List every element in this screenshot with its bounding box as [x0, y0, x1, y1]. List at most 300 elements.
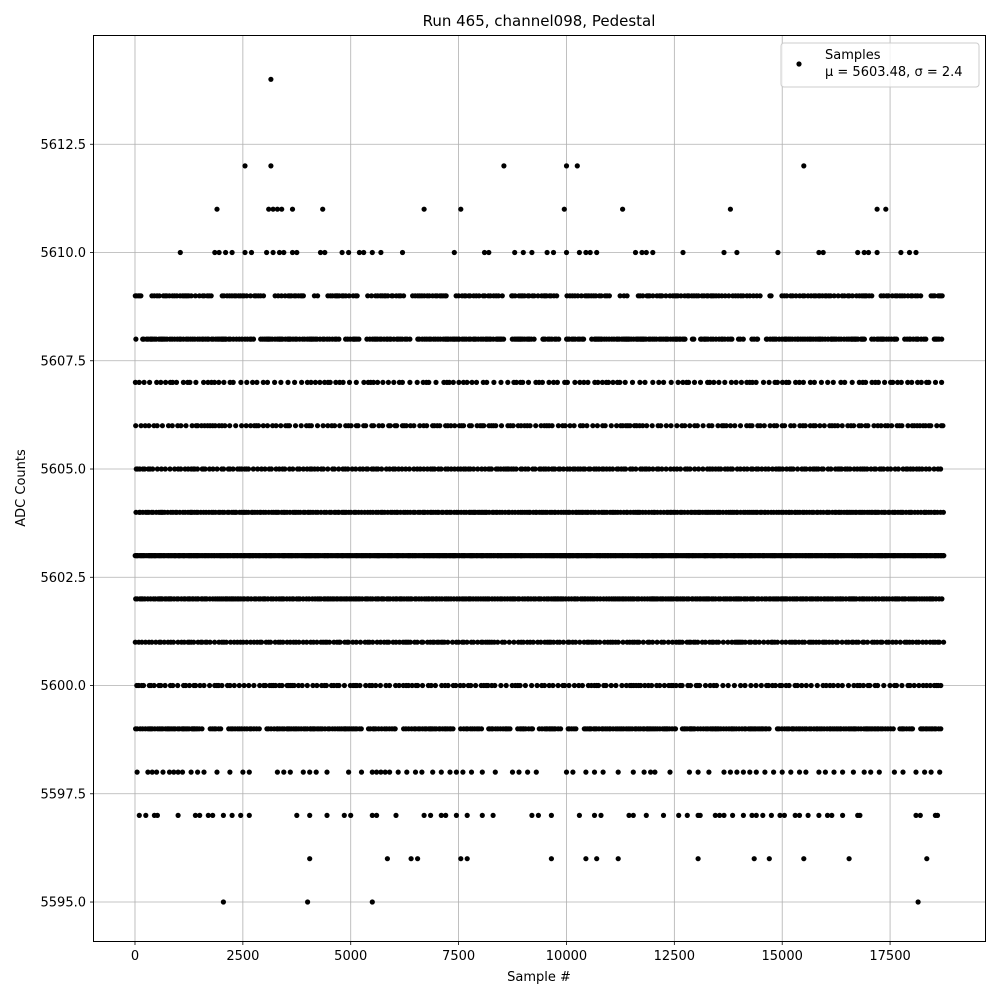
data-point — [394, 423, 399, 428]
data-point — [607, 293, 612, 298]
data-point — [249, 250, 254, 255]
data-point — [510, 423, 515, 428]
data-point — [480, 770, 485, 775]
data-point — [378, 683, 383, 688]
data-point — [393, 726, 398, 731]
data-point — [775, 640, 780, 645]
data-point — [452, 423, 457, 428]
data-point — [775, 380, 780, 385]
data-point — [349, 423, 354, 428]
data-point — [404, 770, 409, 775]
data-point — [493, 770, 498, 775]
data-point — [875, 207, 880, 212]
data-point — [529, 683, 534, 688]
data-point — [359, 770, 364, 775]
legend-series-name: Samples — [825, 48, 881, 63]
data-point — [138, 293, 143, 298]
data-point — [929, 770, 934, 775]
data-point — [661, 640, 666, 645]
data-point — [420, 640, 425, 645]
data-point — [767, 380, 772, 385]
data-point — [386, 380, 391, 385]
data-point — [142, 380, 147, 385]
data-point — [141, 683, 146, 688]
legend — [781, 43, 979, 87]
data-point — [649, 683, 654, 688]
data-point — [880, 640, 885, 645]
data-point — [242, 250, 247, 255]
data-point — [468, 683, 473, 688]
data-point — [246, 683, 251, 688]
data-point — [726, 683, 731, 688]
data-point — [450, 726, 455, 731]
data-point — [420, 683, 425, 688]
data-point — [801, 163, 806, 168]
data-point — [221, 899, 226, 904]
data-point — [361, 250, 366, 255]
data-point — [415, 856, 420, 861]
data-point — [597, 640, 602, 645]
data-point — [842, 380, 847, 385]
data-point — [278, 380, 283, 385]
data-point — [238, 813, 243, 818]
data-point — [650, 640, 655, 645]
data-point — [889, 423, 894, 428]
data-point — [806, 813, 811, 818]
data-point — [741, 337, 746, 342]
data-point — [201, 683, 206, 688]
data-point — [907, 250, 912, 255]
data-point — [900, 770, 905, 775]
data-point — [259, 640, 264, 645]
data-point — [728, 207, 733, 212]
data-point — [721, 813, 726, 818]
data-point — [555, 380, 560, 385]
data-point — [792, 423, 797, 428]
data-point — [347, 380, 352, 385]
data-point — [603, 683, 608, 688]
data-point — [923, 337, 928, 342]
data-point — [730, 466, 735, 471]
data-point — [244, 380, 249, 385]
data-point — [242, 683, 247, 688]
data-point — [840, 770, 845, 775]
data-point — [422, 207, 427, 212]
data-point — [687, 423, 692, 428]
data-point — [846, 683, 851, 688]
data-point — [831, 380, 836, 385]
data-point — [197, 813, 202, 818]
x-tick-label: 17500 — [869, 949, 911, 964]
data-point — [155, 423, 160, 428]
data-point — [147, 380, 152, 385]
data-point — [752, 856, 757, 861]
data-point — [609, 423, 614, 428]
data-point — [518, 683, 523, 688]
data-point — [881, 683, 886, 688]
data-point — [370, 250, 375, 255]
data-point — [556, 337, 561, 342]
data-point — [242, 163, 247, 168]
data-point — [170, 423, 175, 428]
data-point — [913, 770, 918, 775]
data-point — [714, 683, 719, 688]
data-point — [460, 770, 465, 775]
data-point — [535, 683, 540, 688]
data-point — [451, 380, 456, 385]
data-point — [155, 813, 160, 818]
data-point — [804, 683, 809, 688]
data-point — [160, 423, 165, 428]
data-point — [215, 466, 220, 471]
data-point — [469, 770, 474, 775]
data-point — [374, 813, 379, 818]
data-point — [424, 423, 429, 428]
data-point — [251, 337, 256, 342]
data-point — [293, 423, 298, 428]
data-point — [428, 813, 433, 818]
data-point — [445, 640, 450, 645]
data-point — [801, 856, 806, 861]
data-point — [458, 856, 463, 861]
data-point — [556, 683, 561, 688]
data-point — [786, 380, 791, 385]
y-tick-label: 5605.0 — [40, 462, 86, 478]
data-point — [290, 207, 295, 212]
data-point — [388, 423, 393, 428]
data-point — [407, 466, 412, 471]
data-point — [927, 466, 932, 471]
data-point — [688, 683, 693, 688]
data-point — [633, 250, 638, 255]
data-point — [439, 466, 444, 471]
data-point — [564, 250, 569, 255]
data-point — [939, 596, 944, 601]
data-point — [564, 163, 569, 168]
data-point — [342, 813, 347, 818]
data-point — [862, 337, 867, 342]
data-point — [465, 813, 470, 818]
data-point — [550, 423, 555, 428]
data-point — [195, 770, 200, 775]
data-point — [797, 813, 802, 818]
data-point — [581, 337, 586, 342]
data-point — [773, 683, 778, 688]
data-point — [526, 380, 531, 385]
data-point — [754, 380, 759, 385]
data-point — [759, 683, 764, 688]
data-point — [819, 380, 824, 385]
data-point — [577, 813, 582, 818]
data-point — [433, 380, 438, 385]
data-point — [529, 813, 534, 818]
data-point — [803, 423, 808, 428]
data-point — [939, 380, 944, 385]
data-point — [938, 726, 943, 731]
data-point — [341, 380, 346, 385]
data-point — [584, 423, 589, 428]
data-point — [583, 770, 588, 775]
data-point — [692, 380, 697, 385]
data-point — [695, 640, 700, 645]
data-point — [598, 813, 603, 818]
data-point — [617, 380, 622, 385]
data-point — [572, 380, 577, 385]
legend-marker — [796, 61, 801, 66]
data-point — [549, 813, 554, 818]
data-point — [868, 770, 873, 775]
data-point — [562, 207, 567, 212]
data-point — [550, 683, 555, 688]
data-point — [899, 683, 904, 688]
data-point — [171, 640, 176, 645]
data-point — [269, 466, 274, 471]
data-point — [721, 640, 726, 645]
data-point — [493, 423, 498, 428]
data-point — [294, 813, 299, 818]
data-point — [918, 293, 923, 298]
data-point — [214, 207, 219, 212]
data-point — [682, 423, 687, 428]
data-point — [709, 423, 714, 428]
data-point — [447, 770, 452, 775]
data-point — [787, 683, 792, 688]
data-point — [616, 856, 621, 861]
data-point — [163, 466, 168, 471]
data-point — [851, 770, 856, 775]
legend-series-stats: μ = 5603.48, σ = 2.4 — [825, 65, 963, 80]
data-point — [443, 813, 448, 818]
data-point — [831, 770, 836, 775]
data-point — [863, 380, 868, 385]
data-point — [251, 683, 256, 688]
data-point — [669, 380, 674, 385]
data-point — [857, 813, 862, 818]
data-point — [937, 770, 942, 775]
data-point — [644, 813, 649, 818]
data-point — [526, 466, 531, 471]
data-point — [285, 380, 290, 385]
data-point — [415, 683, 420, 688]
data-point — [324, 813, 329, 818]
data-point — [271, 250, 276, 255]
data-point — [940, 293, 945, 298]
data-point — [279, 207, 284, 212]
data-point — [835, 423, 840, 428]
data-point — [799, 683, 804, 688]
data-point — [551, 250, 556, 255]
data-point — [941, 553, 946, 558]
data-point — [625, 293, 630, 298]
data-point — [898, 640, 903, 645]
data-point — [207, 683, 212, 688]
y-axis-label: ADC Counts — [14, 449, 29, 527]
data-point — [300, 683, 305, 688]
data-point — [208, 640, 213, 645]
data-point — [358, 640, 363, 645]
x-tick-label: 7500 — [442, 949, 476, 964]
data-point — [938, 466, 943, 471]
data-point — [657, 683, 662, 688]
data-point — [570, 770, 575, 775]
data-point — [767, 726, 772, 731]
data-point — [292, 380, 297, 385]
data-point — [922, 770, 927, 775]
data-point — [230, 250, 235, 255]
data-point — [741, 813, 746, 818]
data-point — [170, 683, 175, 688]
data-point — [861, 683, 866, 688]
data-point — [809, 683, 814, 688]
data-point — [354, 380, 359, 385]
data-point — [274, 423, 279, 428]
y-tick-label: 5600.0 — [40, 679, 86, 695]
data-point — [348, 813, 353, 818]
data-point — [641, 640, 646, 645]
data-point — [401, 293, 406, 298]
data-point — [899, 380, 904, 385]
data-point — [529, 250, 534, 255]
data-point — [732, 683, 737, 688]
data-point — [257, 726, 262, 731]
data-point — [650, 423, 655, 428]
data-point — [305, 683, 310, 688]
data-point — [592, 813, 597, 818]
data-point — [802, 640, 807, 645]
data-point — [465, 856, 470, 861]
data-point — [747, 770, 752, 775]
data-point — [210, 813, 215, 818]
data-point — [160, 770, 165, 775]
data-point — [898, 250, 903, 255]
data-point — [520, 380, 525, 385]
data-point — [918, 813, 923, 818]
data-point — [939, 337, 944, 342]
y-tick-label: 5607.5 — [40, 354, 86, 370]
data-point — [239, 423, 244, 428]
data-point — [254, 380, 259, 385]
data-point — [479, 726, 484, 731]
data-point — [315, 423, 320, 428]
data-point — [650, 380, 655, 385]
data-point — [396, 770, 401, 775]
data-point — [822, 423, 827, 428]
data-point — [623, 380, 628, 385]
data-point — [163, 683, 168, 688]
data-point — [633, 466, 638, 471]
data-point — [924, 856, 929, 861]
data-point — [314, 683, 319, 688]
data-point — [474, 380, 479, 385]
data-point — [696, 770, 701, 775]
data-point — [507, 726, 512, 731]
data-point — [371, 423, 376, 428]
data-point — [176, 813, 181, 818]
data-point — [661, 813, 666, 818]
data-point — [363, 423, 368, 428]
data-point — [359, 726, 364, 731]
data-point — [507, 640, 512, 645]
data-point — [682, 337, 687, 342]
data-point — [554, 293, 559, 298]
data-point — [761, 380, 766, 385]
data-point — [492, 683, 497, 688]
data-point — [875, 683, 880, 688]
data-point — [601, 770, 606, 775]
x-tick-label: 2500 — [226, 949, 260, 964]
data-point — [230, 813, 235, 818]
data-point — [755, 337, 760, 342]
data-point — [606, 380, 611, 385]
data-point — [195, 466, 200, 471]
data-point — [154, 770, 159, 775]
data-point — [748, 683, 753, 688]
data-point — [732, 423, 737, 428]
data-point — [481, 423, 486, 428]
data-point — [619, 683, 624, 688]
data-point — [757, 640, 762, 645]
data-point — [437, 423, 442, 428]
data-point — [590, 423, 595, 428]
data-point — [533, 466, 538, 471]
data-point — [865, 640, 870, 645]
data-point — [216, 380, 221, 385]
data-point — [734, 770, 739, 775]
data-point — [642, 380, 647, 385]
data-point — [415, 380, 420, 385]
data-point — [387, 683, 392, 688]
data-point — [788, 770, 793, 775]
data-point — [378, 250, 383, 255]
data-point — [486, 250, 491, 255]
data-point — [855, 250, 860, 255]
x-tick-label: 10000 — [545, 949, 588, 964]
data-point — [214, 770, 219, 775]
data-point — [840, 423, 845, 428]
data-point — [454, 770, 459, 775]
data-point — [890, 380, 895, 385]
data-point — [407, 337, 412, 342]
data-point — [299, 423, 304, 428]
data-point — [769, 293, 774, 298]
data-point — [583, 856, 588, 861]
data-point — [464, 380, 469, 385]
data-point — [536, 813, 541, 818]
data-point — [596, 683, 601, 688]
data-point — [716, 380, 721, 385]
data-point — [324, 770, 329, 775]
data-point — [452, 250, 457, 255]
data-point — [504, 683, 509, 688]
data-point — [767, 856, 772, 861]
data-point — [268, 640, 273, 645]
data-point — [877, 770, 882, 775]
data-point — [469, 380, 474, 385]
data-point — [512, 250, 517, 255]
data-point — [620, 207, 625, 212]
data-point — [315, 293, 320, 298]
data-point — [630, 380, 635, 385]
data-point — [301, 770, 306, 775]
y-tick-label: 5597.5 — [40, 787, 86, 803]
data-point — [456, 380, 461, 385]
data-point — [411, 423, 416, 428]
data-point — [178, 423, 183, 428]
data-point — [688, 466, 693, 471]
data-point — [282, 466, 287, 471]
data-point — [322, 250, 327, 255]
data-point — [219, 683, 224, 688]
